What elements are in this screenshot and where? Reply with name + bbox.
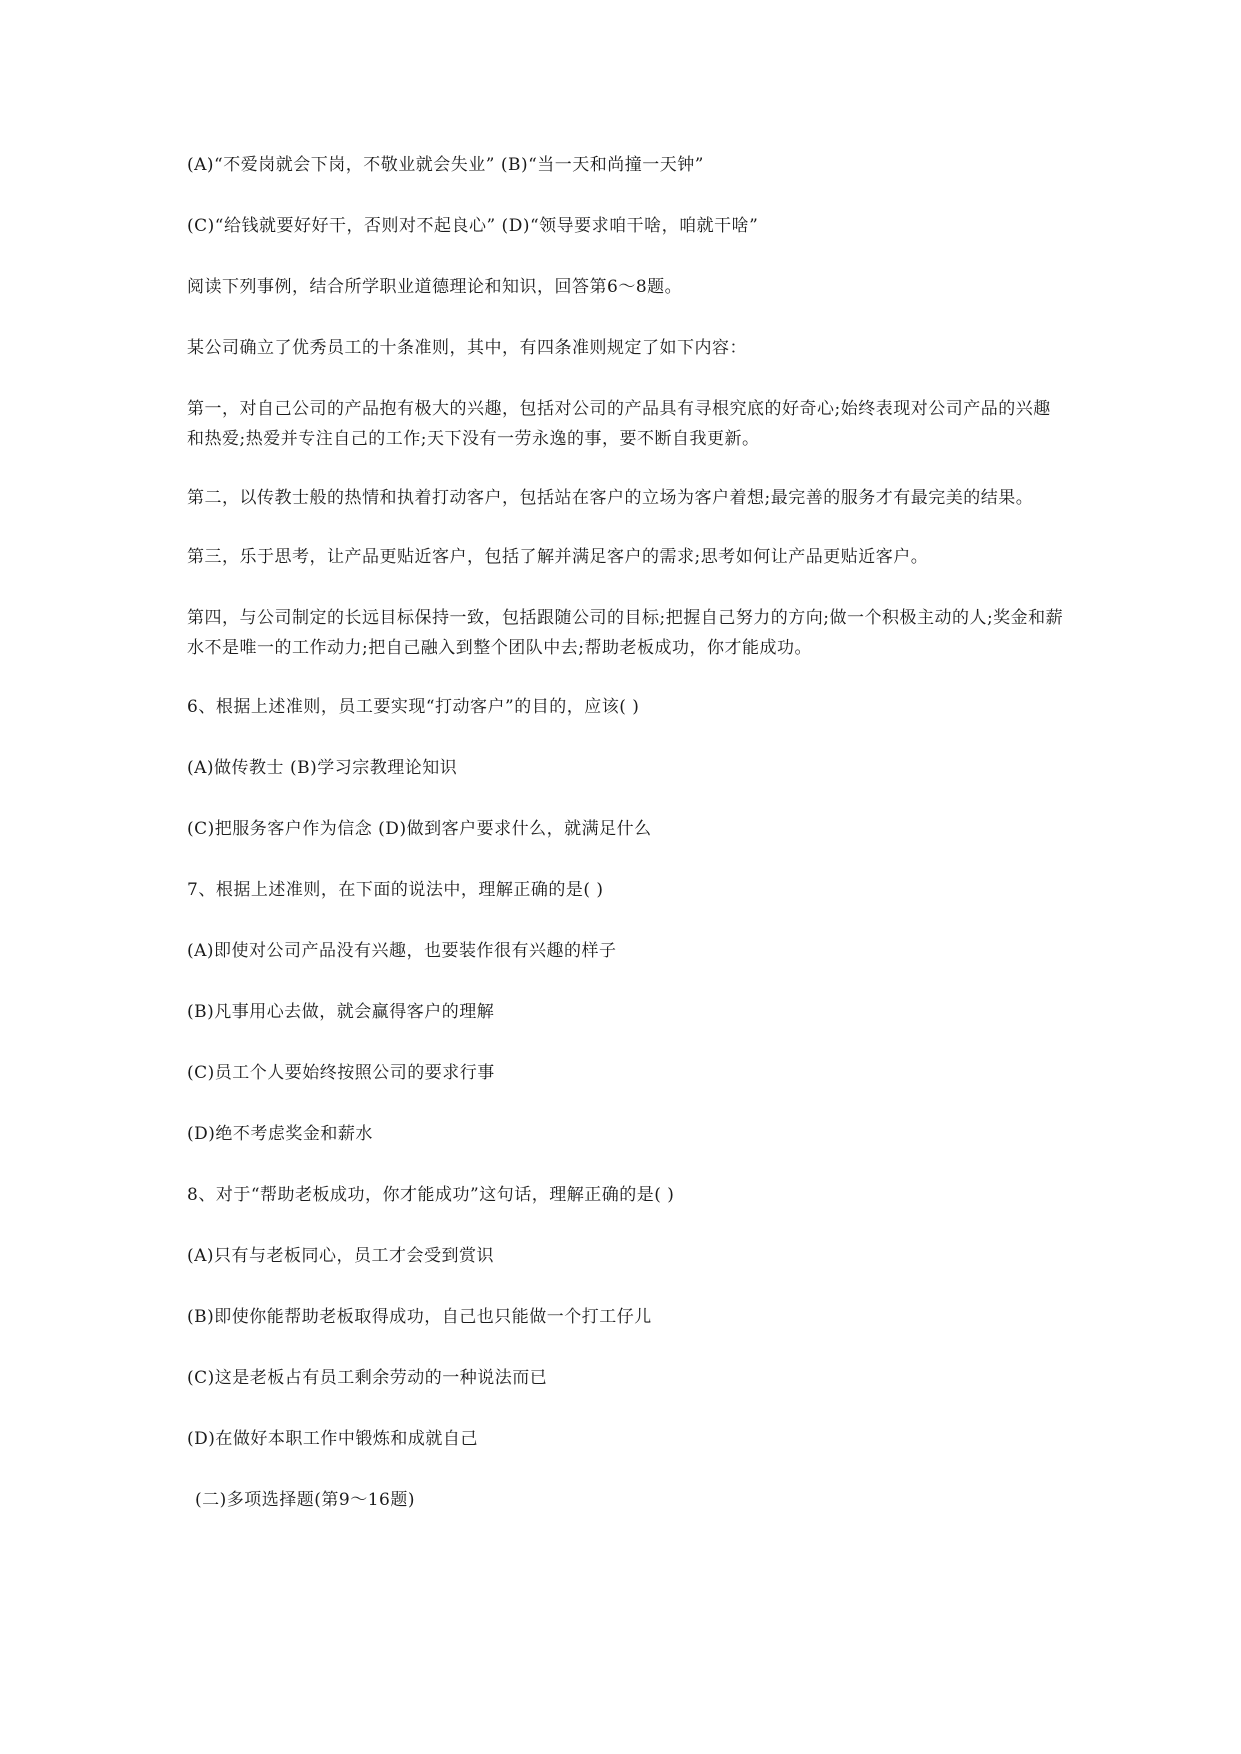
question-8-option-c: (C)这是老板占有员工剩余劳动的一种说法而已 bbox=[187, 1368, 548, 1388]
question-8-option-d: (D)在做好本职工作中锻炼和成就自己 bbox=[187, 1429, 478, 1449]
option-line-ab: (A)“不爱岗就会下岗，不敬业就会失业” (B)“当一天和尚撞一天钟” bbox=[187, 155, 704, 175]
section-heading-multiple-choice: (二)多项选择题(第9～16题) bbox=[195, 1490, 415, 1510]
rule-one: 第一，对自己公司的产品抱有极大的兴趣，包括对公司的产品具有寻根究底的好奇心;始终表现对公司产品的兴趣和热爱;热爱并专注自己的工作;天下没有一劳永逸的事，要不断自我更新。 bbox=[187, 399, 1051, 449]
document-body bbox=[187, 150, 1067, 1546]
question-8: 8、对于“帮助老板成功，你才能成功”这句话，理解正确的是( ) bbox=[187, 1185, 675, 1205]
question-7-option-a: (A)即使对公司产品没有兴趣，也要装作很有兴趣的样子 bbox=[187, 941, 617, 961]
question-8-option-b: (B)即使你能帮助老板取得成功，自己也只能做一个打工仔儿 bbox=[187, 1307, 652, 1327]
option-line-cd: (C)“给钱就要好好干，否则对不起良心” (D)“领导要求咱干啥，咱就干啥” bbox=[187, 216, 759, 236]
question-7-option-d: (D)绝不考虑奖金和薪水 bbox=[187, 1124, 373, 1144]
question-7: 7、根据上述准则，在下面的说法中，理解正确的是( ) bbox=[187, 880, 604, 900]
case-intro: 某公司确立了优秀员工的十条准则，其中，有四条准则规定了如下内容： bbox=[187, 338, 747, 358]
rule-two: 第二，以传教士般的热情和执着打动客户，包括站在客户的立场为客户着想;最完善的服务才有最完美的结果。 bbox=[187, 488, 1034, 508]
question-8-option-a: (A)只有与老板同心，员工才会受到赏识 bbox=[187, 1246, 495, 1266]
question-6-options-ab: (A)做传教士 (B)学习宗教理论知识 bbox=[187, 758, 458, 778]
question-6: 6、根据上述准则，员工要实现“打动客户”的目的，应该( ) bbox=[187, 697, 640, 717]
question-6-options-cd: (C)把服务客户作为信念 (D)做到客户要求什么，就满足什么 bbox=[187, 819, 652, 839]
reading-instruction: 阅读下列事例，结合所学职业道德理论和知识，回答第6～8题。 bbox=[187, 277, 683, 297]
question-7-option-b: (B)凡事用心去做，就会赢得客户的理解 bbox=[187, 1002, 495, 1022]
rule-four: 第四，与公司制定的长远目标保持一致，包括跟随公司的目标;把握自己努力的方向;做一个积极主动的人;奖金和薪水不是唯一的工作动力;把自己融入到整个团队中去;帮助老板成功，你才能成功。 bbox=[187, 608, 1064, 658]
question-7-option-c: (C)员工个人要始终按照公司的要求行事 bbox=[187, 1063, 495, 1083]
rule-three: 第三，乐于思考，让产品更贴近客户，包括了解并满足客户的需求;思考如何让产品更贴近客户。 bbox=[187, 547, 929, 567]
